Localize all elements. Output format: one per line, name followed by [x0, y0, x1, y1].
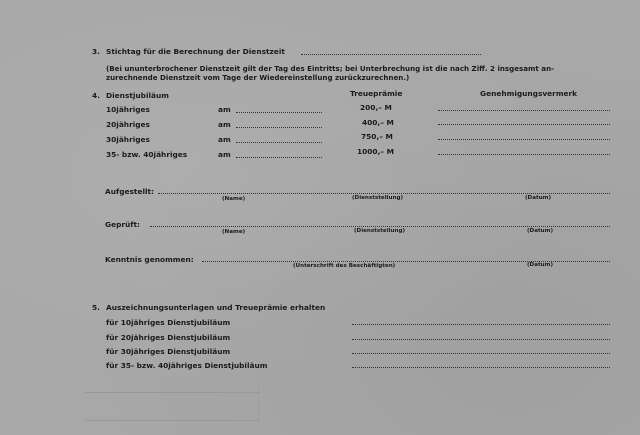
- receipt-field[interactable]: [352, 367, 610, 368]
- section5-title: Auszeichnungsunterlagen und Treueprämie erhalten: [106, 303, 326, 312]
- anniversary-label: 35- bzw. 40jähriges: [106, 150, 188, 159]
- anniversary-premium: 750,– M: [361, 132, 393, 141]
- section3-number: 3.: [92, 47, 100, 56]
- anniversary-premium: 400,– M: [362, 118, 394, 127]
- prepared-position-caption: (Dienststellung): [352, 195, 404, 201]
- receipt-label: für 10jähriges Dienstjubiläum: [106, 318, 231, 327]
- section3-date-field[interactable]: [301, 54, 481, 55]
- anniversary-premium: 200,– M: [360, 103, 392, 112]
- section4-title: Dienstjubiläum: [106, 91, 169, 100]
- section3-title: Stichtag für die Berechnung der Dienstzeit: [106, 47, 285, 56]
- prepared-date-caption: (Datum): [525, 195, 552, 201]
- column-header-approval: Genehmigungsvermerk: [480, 89, 578, 98]
- checked-position-caption: (Dienststellung): [354, 228, 406, 234]
- prepared-label: Aufgestellt:: [105, 187, 154, 196]
- anniversary-label: 20jähriges: [106, 120, 150, 129]
- receipt-field[interactable]: [352, 324, 610, 325]
- section3-note-line1: (Bei ununterbrochener Dienstzeit gilt der Tag des Eintritts; bei Unterbrechung ist die nach Ziff. 2 insgesamt an-: [106, 64, 555, 73]
- anniversary-date-field[interactable]: [236, 112, 322, 113]
- section4-number: 4.: [92, 91, 100, 100]
- checked-label: Geprüft:: [105, 220, 140, 229]
- receipt-label: für 20jähriges Dienstjubiläum: [106, 333, 231, 342]
- approval-field[interactable]: [438, 154, 610, 155]
- approval-field[interactable]: [438, 139, 610, 140]
- anniversary-premium: 1000,– M: [357, 147, 395, 156]
- receipt-label: für 35- bzw. 40jähriges Dienstjubiläum: [106, 361, 268, 370]
- receipt-label: für 30jähriges Dienstjubiläum: [106, 347, 231, 356]
- receipt-field[interactable]: [352, 353, 610, 354]
- section5-number: 5.: [92, 303, 100, 312]
- bleed-through-line: [258, 380, 259, 420]
- acknowledged-date-caption: (Datum): [527, 262, 554, 268]
- anniversary-am: am: [218, 105, 231, 114]
- anniversary-am: am: [218, 150, 231, 159]
- section3-note-line2: zurechnende Dienstzeit vom Tage der Wiedereinstellung zurückzurechnen.): [106, 73, 410, 82]
- acknowledged-signature-caption: (Unterschrift des Beschäftigten): [293, 263, 396, 269]
- receipt-field[interactable]: [352, 339, 610, 340]
- column-header-premium: Treueprämie: [350, 89, 403, 98]
- approval-field[interactable]: [438, 110, 610, 111]
- anniversary-am: am: [218, 135, 231, 144]
- prepared-name-caption: (Name): [222, 196, 246, 202]
- anniversary-am: am: [218, 120, 231, 129]
- approval-field[interactable]: [438, 124, 610, 125]
- anniversary-date-field[interactable]: [236, 127, 322, 128]
- checked-name-caption: (Name): [222, 229, 246, 235]
- anniversary-label: 10jähriges: [106, 105, 150, 114]
- checked-date-caption: (Datum): [527, 228, 554, 234]
- anniversary-label: 30jähriges: [106, 135, 150, 144]
- checked-signature-field[interactable]: [150, 226, 610, 227]
- bleed-through-line: [85, 420, 260, 421]
- bleed-through-line: [85, 392, 260, 393]
- prepared-signature-field[interactable]: [158, 193, 610, 194]
- anniversary-date-field[interactable]: [236, 142, 322, 143]
- anniversary-date-field[interactable]: [236, 157, 322, 158]
- acknowledged-label: Kenntnis genommen:: [105, 255, 194, 264]
